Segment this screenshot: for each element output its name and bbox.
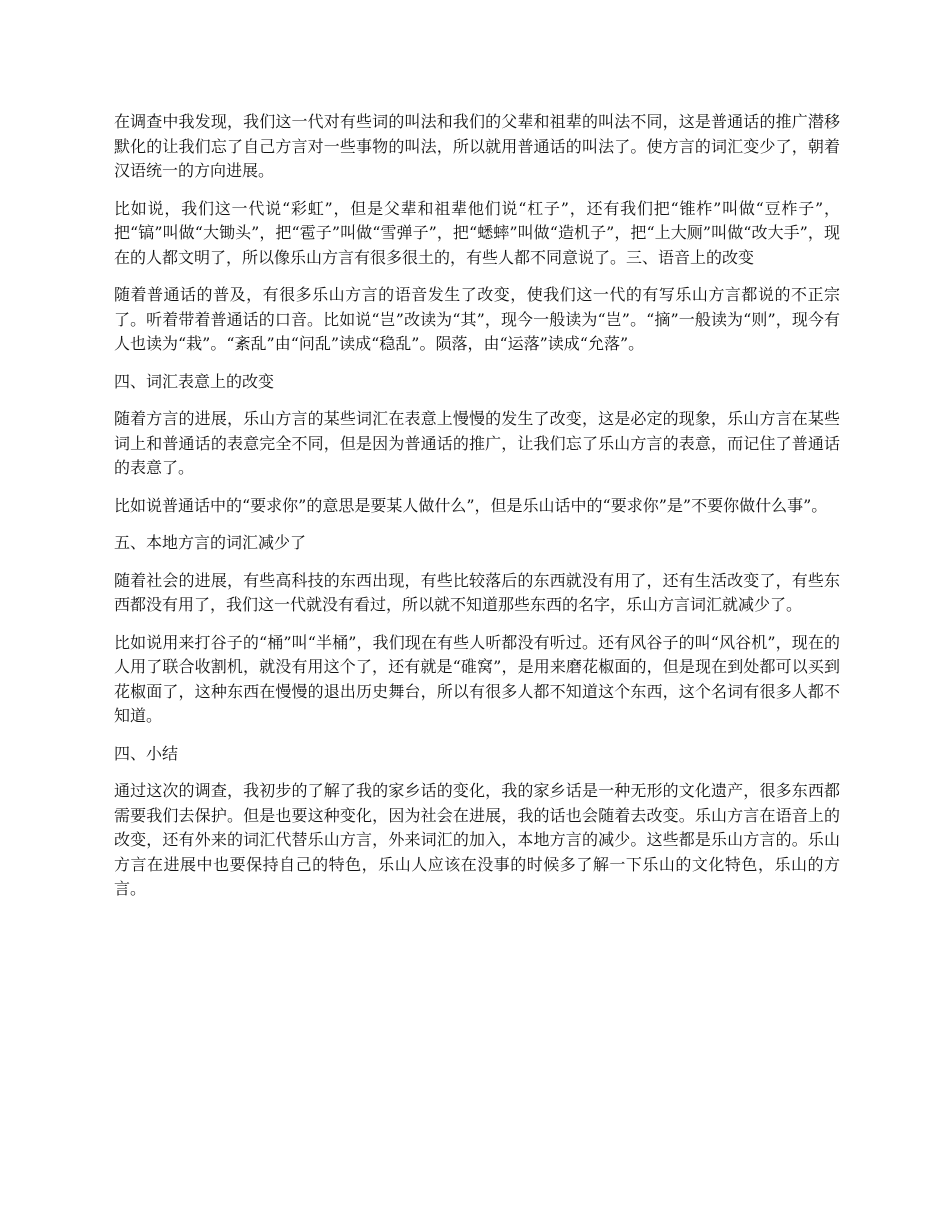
section-heading-vocabulary-decrease: 五、本地方言的词汇减少了 (114, 533, 307, 552)
paragraph-summary: 通过这次的调查，我初步的了解了我的家乡话的变化，我的家乡话是一种无形的文化遗产，很多东西都需要我们去保护。但是也要这种变化，因为社会在进展，我的话也会随着去改变。乐山方言在语音上的改变，还有外来的词汇代替乐山方言，外来词汇的加入，本地方言的减少。这些都是乐山方言的。乐山方言在进展中也要保持自己的特色，乐山人应该在没事的时候多了解一下乐山的文化特色，乐山的方言。 (114, 781, 840, 898)
paragraph-pronunciation-change: 随着普通话的普及，有很多乐山方言的语音发生了改变，使我们这一代的有写乐山方言都说的不正宗了。听着带着普通话的口音。比如说“岂”改读为“其”，现今一般读为“岂”。“摘”一般读为“则”，现今有人也读为“栽”。“紊乱”由“问乱”读成“稳乱”。陨落，由“运落”读成“允落”。 (114, 285, 840, 353)
section-heading-summary: 四、小结 (114, 743, 179, 763)
section-heading-meaning-change: 四、词汇表意上的改变 (114, 371, 275, 391)
document-body (114, 110, 840, 915)
paragraph-vocabulary-shift: 在调查中我发现，我们这一代对有些词的叫法和我们的父辈和祖辈的叫法不同，这是普通话的推广潜移默化的让我们忘了自己方言对一些事物的叫法，所以就用普通话的叫法了。使方言的词汇变少了，朝着汉语统一的方向进展。 (114, 112, 840, 180)
paragraph-vocabulary-decrease-examples: 比如说用来打谷子的“桶”叫“半桶”，我们现在有些人听都没有听过。还有风谷子的叫“风谷机”，现在的人用了联合收割机，就没有用这个了，还有就是“碓窝”，是用来磨花椒面的，但是现在到处都可以买到花椒面了，这种东西在慢慢的退出历史舞台，所以有很多人都不知道这个东西，这个名词有很多人都不知道。 (114, 632, 840, 725)
paragraph-meaning-example: 比如说普通话中的“要求你”的意思是要某人做什么”，但是乐山话中的“要求你”是”不要你做什么事”。 (114, 495, 828, 515)
paragraph-meaning-change: 随着方言的进展，乐山方言的某些词汇在表意上慢慢的发生了改变，这是必定的现象，乐山方言在某些词上和普通话的表意完全不同，但是因为普通话的推广，让我们忘了乐山方言的表意，而记住了普通话的表意了。 (114, 409, 840, 477)
paragraph-vocabulary-examples: 比如说，我们这一代说“彩虹”，但是父辈和祖辈他们说“杠子”，还有我们把“锥柞”叫做“豆柞子”，把“镐”叫做“大锄头”，把“雹子”叫做“雪弹子”，把“蟋蟀”叫做“造机子”，把“上大厕”叫做“改大手”，现在的人都文明了，所以像乐山方言有很多很土的，有些人都不同意说了。三、语音上的改变 (114, 198, 840, 267)
paragraph-vocabulary-decrease: 随着社会的进展，有些高科技的东西出现，有些比较落后的东西就没有用了，还有生活改变了，有些东西都没有用了，我们这一代就没有看过，所以就不知道那些东西的名字，乐山方言词汇就减少了。 (114, 570, 840, 614)
